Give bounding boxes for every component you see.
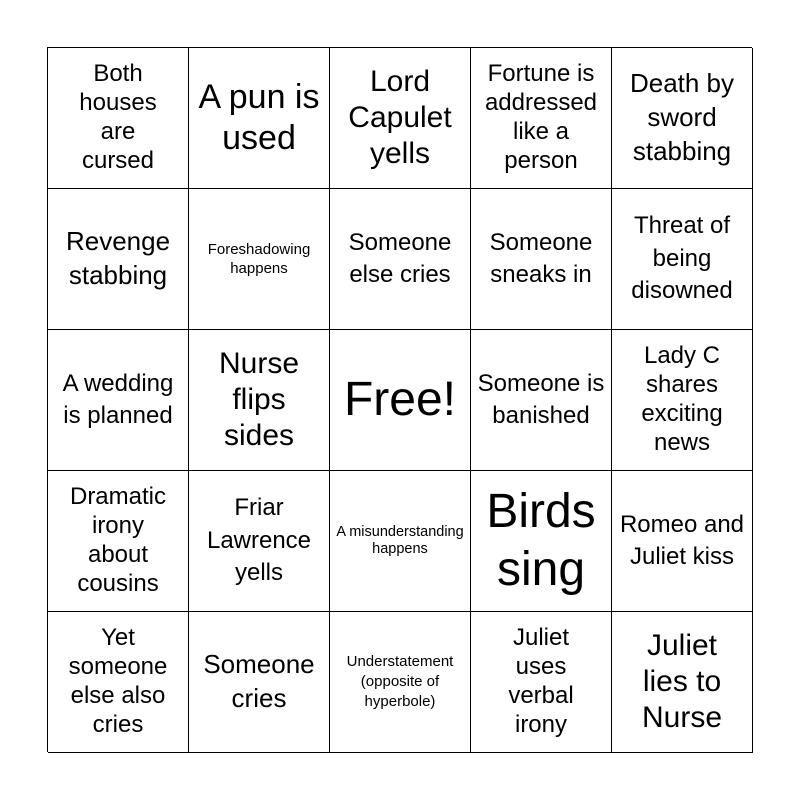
cell-text: Birds sing <box>486 485 596 596</box>
bingo-cell-5-5[interactable] <box>612 612 753 753</box>
cell-text: Someone else cries <box>348 228 452 288</box>
bingo-cell-3-3[interactable] <box>330 330 471 471</box>
cell-text: Juliet lies to Nurse <box>641 629 723 734</box>
cell-text: Dramatic irony about cousins <box>69 483 166 597</box>
bingo-cell-4-1[interactable] <box>48 471 189 612</box>
cell-text: A misunderstanding happens <box>336 523 464 557</box>
bingo-cell-5-2[interactable] <box>189 612 330 753</box>
bingo-board <box>47 47 752 752</box>
cell-text: Someone is banished <box>477 369 605 429</box>
cell-text: Foreshadowing happens <box>207 240 311 277</box>
cell-text: Threat of being disowned <box>631 212 733 305</box>
cell-text: Both houses are cursed <box>79 60 157 174</box>
cell-text: Lord Capulet yells <box>348 65 452 170</box>
cell-text: Death by sword stabbing <box>629 68 735 166</box>
bingo-cell-1-4[interactable] <box>471 48 612 189</box>
free-space: Free! <box>343 373 457 427</box>
cell-text: Someone cries <box>203 649 315 713</box>
cell-text: Someone sneaks in <box>489 228 593 288</box>
cell-text: Revenge stabbing <box>65 226 171 290</box>
bingo-cell-1-5[interactable] <box>612 48 753 189</box>
bingo-cell-5-1[interactable] <box>48 612 189 753</box>
cell-text: Lady C shares exciting news <box>641 342 723 456</box>
bingo-cell-4-2[interactable] <box>189 471 330 612</box>
bingo-cell-1-3[interactable] <box>330 48 471 189</box>
cell-text: Understatement (opposite of hyperbole) <box>346 652 454 711</box>
bingo-cell-3-5[interactable] <box>612 330 753 471</box>
bingo-cell-2-5[interactable] <box>612 189 753 330</box>
cell-text: Fortune is addressed like a person <box>484 60 598 174</box>
bingo-cell-4-4[interactable] <box>471 471 612 612</box>
bingo-cell-2-3[interactable] <box>330 189 471 330</box>
cell-text: Romeo and Juliet kiss <box>619 510 745 570</box>
bingo-cell-1-2[interactable] <box>189 48 330 189</box>
bingo-cell-5-4[interactable] <box>471 612 612 753</box>
cell-text: Nurse flips sides <box>218 347 300 452</box>
bingo-cell-5-3[interactable] <box>330 612 471 753</box>
cell-text: Yet someone else also cries <box>68 624 168 738</box>
cell-text: A wedding is planned <box>62 369 174 429</box>
bingo-cell-1-1[interactable] <box>48 48 189 189</box>
bingo-cell-3-4[interactable] <box>471 330 612 471</box>
bingo-cell-2-2[interactable] <box>189 189 330 330</box>
cell-text: Friar Lawrence yells <box>206 494 312 587</box>
cell-text: Juliet uses verbal irony <box>508 624 574 738</box>
bingo-cell-4-5[interactable] <box>612 471 753 612</box>
bingo-cell-4-3[interactable] <box>330 471 471 612</box>
bingo-cell-2-4[interactable] <box>471 189 612 330</box>
bingo-cell-3-2[interactable] <box>189 330 330 471</box>
cell-text: A pun is used <box>198 78 320 157</box>
bingo-cell-3-1[interactable] <box>48 330 189 471</box>
bingo-cell-2-1[interactable] <box>48 189 189 330</box>
